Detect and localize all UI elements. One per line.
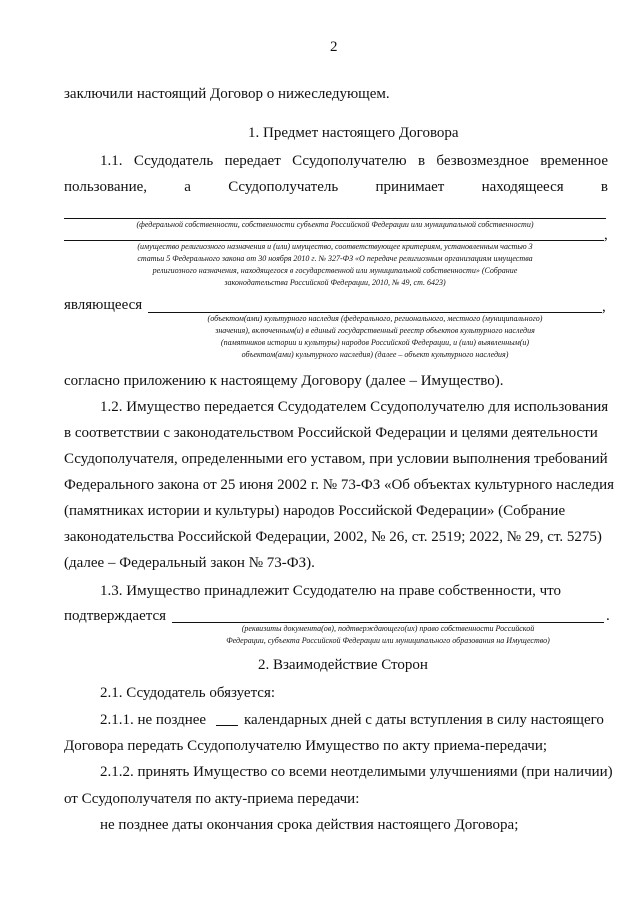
note-line: значения), включенным(и) в единый государственный реестр объектов культурного наследия bbox=[215, 326, 535, 335]
p13-confirmed: подтверждается bbox=[64, 608, 167, 624]
note-line: религиозного назначения, находящегося в государственной или муниципальной собственности» (Собрание bbox=[152, 266, 518, 275]
word: временное bbox=[540, 153, 608, 169]
word: в bbox=[600, 179, 608, 195]
p12-line: Федерального закона от 25 июня 2002 г. № 73-ФЗ «Об объектах культурного наследия bbox=[64, 477, 615, 493]
word: 1.1. bbox=[100, 153, 123, 169]
p211-part-b: календарных дней с даты вступления в силу настоящего bbox=[244, 712, 604, 728]
word: Ссудополучателю bbox=[292, 153, 407, 169]
note-line: (имущество религиозного назначения и (или) имущество, соответствующее критериям, установленным частью 3 bbox=[137, 242, 533, 251]
word: передает bbox=[224, 153, 281, 169]
p12-line: в соответствии с законодательством Российской Федерации и целями деятельности bbox=[64, 425, 598, 441]
period-mark: . bbox=[606, 608, 610, 624]
word: а bbox=[184, 179, 191, 195]
note-line: (памятников истории и культуры) народов Российской Федерации, и (или) выявленным(и) bbox=[220, 338, 530, 347]
p212-line2: от Ссудополучателя по акту-приема передачи: bbox=[64, 791, 360, 807]
p212-line3: не позднее даты окончания срока действия настоящего Договора; bbox=[100, 817, 519, 833]
note-line: законодательства Российской Федерации, 2010, № 49, ст. 6423) bbox=[224, 278, 446, 287]
comma-mark: , bbox=[602, 299, 606, 315]
note-requisites bbox=[172, 623, 604, 647]
note-line: Федерации, субъекта Российской Федерации или муниципального образования на Имущество) bbox=[226, 636, 550, 645]
p212-line1: 2.1.2. принять Имущество со всеми неотделимыми улучшениями (при наличии) bbox=[100, 764, 613, 780]
word: безвозмездное bbox=[436, 153, 529, 169]
note-line: (реквизиты документа(ов), подтверждающего(их) право собственности Российской bbox=[241, 624, 535, 633]
p21: 2.1. Ссудодатель обязуется: bbox=[100, 685, 276, 701]
word: принимает bbox=[375, 179, 445, 195]
section2-title: 2. Взаимодействие Сторон bbox=[258, 657, 428, 673]
note-religious-property bbox=[64, 241, 606, 289]
note-heritage bbox=[148, 313, 602, 361]
word: в bbox=[417, 153, 426, 169]
blank-days bbox=[216, 725, 238, 726]
intro-text: заключили настоящий Договор о нижеследующем. bbox=[64, 86, 390, 102]
word: пользование, bbox=[64, 179, 147, 195]
p12-line: 1.2. Имущество передается Ссудодателем Ссудополучателю для использования bbox=[100, 399, 609, 415]
comma-mark: , bbox=[604, 227, 608, 243]
note-line: (объектом(ами) культурного наследия (федерального, регионального, местного (муниципального) bbox=[207, 314, 543, 323]
note-ownership: (федеральной собственности, собственности субъекта Российской Федерации или муниципальной собственности) bbox=[136, 220, 534, 229]
word: Ссудодатель bbox=[133, 153, 214, 169]
p12-line: Ссудополучателя, определенными его уставом, при условии выполнения требований bbox=[64, 451, 608, 467]
section1-title: 1. Предмет настоящего Договора bbox=[248, 125, 459, 141]
note-line: объектом(ами) культурного наследия) (далее – объект культурного наследия) bbox=[241, 350, 509, 359]
p11-end: согласно приложению к настоящему Договору (далее – Имущество). bbox=[64, 373, 504, 389]
note-line: статьи 5 Федерального закона от 30 ноября 2010 г. № 327-ФЗ «О передаче религиозным организациям имущества bbox=[137, 254, 533, 263]
p12-line: (далее – Федеральный закон № 73-ФЗ). bbox=[64, 555, 315, 571]
page-number: 2 bbox=[330, 39, 338, 55]
word: Ссудополучатель bbox=[228, 179, 339, 195]
p12-line: (памятниках истории и культуры) народов Российской Федерации» (Собрание bbox=[64, 503, 566, 519]
word: находящееся bbox=[481, 179, 564, 195]
p11-line1 bbox=[100, 152, 608, 170]
p12-line: законодательства Российской Федерации, 2002, № 26, ст. 2519; 2022, № 29, ст. 5275) bbox=[64, 529, 602, 545]
being-label: являющееся bbox=[64, 297, 143, 313]
p11-line2 bbox=[64, 178, 608, 196]
p211-line2: Договора передать Ссудополучателю Имущество по акту приема-передачи; bbox=[64, 738, 548, 754]
p13-line1: 1.3. Имущество принадлежит Ссудодателю на праве собственности, что bbox=[100, 583, 562, 599]
p211-part-a: 2.1.1. не позднее bbox=[100, 712, 207, 728]
